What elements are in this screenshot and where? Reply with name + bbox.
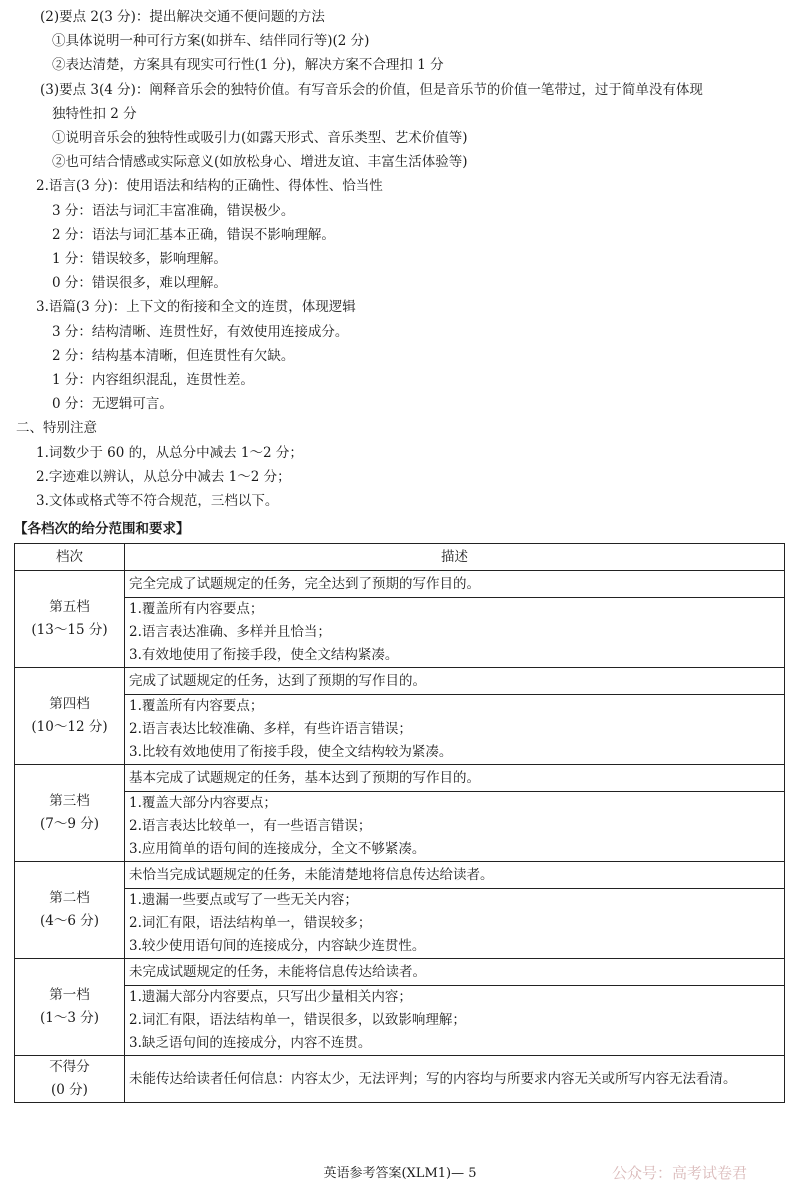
level-range: (1～3 分) (39, 1010, 99, 1026)
text-line: 1.词数少于 60 的，从总分中减去 1～2 分； (36, 444, 303, 461)
zero-description: 未能传达给读者任何信息：内容太少，无法评判；写的内容均与所要求内容无关或所写内容无法看清。 (125, 1056, 785, 1103)
level-name: 第五档 (49, 599, 90, 615)
level-point: 3.应用简单的语句间的连接成分，全文不够紧凑。 (129, 841, 426, 857)
level-summary: 完成了试题规定的任务，达到了预期的写作目的。 (125, 668, 785, 695)
level-name: 第三档 (49, 793, 90, 809)
table-row (15, 959, 785, 986)
level-summary: 未恰当完成试题规定的任务，未能清楚地将信息传达给读者。 (125, 862, 785, 889)
table-row (15, 668, 785, 695)
level-points (125, 695, 785, 765)
level-point: 2.语言表达准确、多样并且恰当； (129, 624, 331, 640)
level-range: (7～9 分) (39, 816, 99, 832)
text-line: 独特性扣 2 分 (52, 105, 137, 122)
level-range: (0 分) (51, 1082, 88, 1098)
table-row (15, 862, 785, 889)
table-row (15, 889, 785, 959)
table-header-row (15, 544, 785, 571)
text-line: 2 分：语法与词汇基本正确，错误不影响理解。 (52, 226, 335, 243)
level-summary: 基本完成了试题规定的任务，基本达到了预期的写作目的。 (125, 765, 785, 792)
table-title: 【各档次的给分范围和要求】 (14, 521, 190, 537)
level-point: 1.覆盖所有内容要点； (129, 601, 264, 617)
text-line: 2.语言(3 分)：使用语法和结构的正确性、得体性、恰当性 (36, 178, 383, 195)
level-point: 3.较少使用语句间的连接成分，内容缺少连贯性。 (129, 938, 426, 954)
level-points (125, 889, 785, 959)
level-points (125, 792, 785, 862)
text-line: 二、特别注意 (16, 420, 97, 437)
watermark: 公众号：高考试卷君 (612, 1164, 748, 1182)
level-name: 不得分 (49, 1059, 90, 1075)
text-line: ①说明音乐会的独特性或吸引力(如露天形式、音乐类型、艺术价值等) (52, 130, 468, 146)
level-points (125, 986, 785, 1056)
text-line: ②表达清楚，方案具有现实可行性(1 分)，解决方案不合理扣 1 分 (52, 57, 444, 74)
text-line: 0 分：错误很多，难以理解。 (52, 275, 227, 292)
level-point: 1.遗漏一些要点或写了一些无关内容； (129, 892, 358, 908)
text-line: 2 分：结构基本清晰，但连贯性有欠缺。 (52, 347, 295, 364)
text-line: (2)要点 2(3 分)：提出解决交通不便问题的方法 (40, 9, 325, 25)
level-cell (15, 765, 125, 862)
text-line: ②也可结合情感或实际意义(如放松身心、增进友谊、丰富生活体验等) (52, 154, 468, 171)
level-cell (15, 1056, 125, 1103)
level-point: 3.缺乏语句间的连接成分，内容不连贯。 (129, 1035, 372, 1051)
level-point: 2.词汇有限，语法结构单一，错误很多，以致影响理解； (129, 1012, 466, 1028)
level-point: 1.遗漏大部分内容要点，只写出少量相关内容； (129, 989, 412, 1005)
table-row (15, 695, 785, 765)
text-line: 1 分：内容组织混乱，连贯性差。 (52, 372, 254, 388)
level-range: (10～12 分) (31, 719, 108, 735)
text-line: 1 分：错误较多，影响理解。 (52, 251, 227, 267)
table-row (15, 986, 785, 1056)
text-line: 2.字迹难以辨认，从总分中减去 1～2 分； (36, 468, 291, 485)
level-point: 3.比较有效地使用了衔接手段，使全文结构较为紧凑。 (129, 744, 453, 760)
table-row (15, 765, 785, 792)
level-summary: 完全完成了试题规定的任务，完全达到了预期的写作目的。 (125, 571, 785, 598)
level-name: 第四档 (49, 696, 90, 712)
text-line: (3)要点 3(4 分)：阐释音乐会的独特价值。有写音乐会的价值，但是音乐节的价值一笔带过，过于简单没有体现 (40, 81, 703, 98)
level-cell (15, 571, 125, 668)
text-line: 3 分：语法与词汇丰富准确，错误极少。 (52, 202, 295, 219)
table-row-zero (15, 1056, 785, 1103)
grading-table (14, 543, 785, 1103)
level-summary: 未完成试题规定的任务，未能将信息传达给读者。 (125, 959, 785, 986)
text-line: 3.语篇(3 分)：上下文的衔接和全文的连贯，体现逻辑 (36, 299, 356, 316)
table-row (15, 792, 785, 862)
level-point: 2.词汇有限，语法结构单一，错误较多； (129, 915, 372, 931)
level-name: 第一档 (49, 987, 90, 1003)
level-points (125, 598, 785, 668)
level-point: 2.语言表达比较准确、多样，有些许语言错误； (129, 721, 412, 737)
page-footer: 英语参考答案(XLM1)— 5 (323, 1166, 477, 1181)
level-point: 2.语言表达比较单一，有一些语言错误； (129, 818, 372, 834)
level-cell (15, 668, 125, 765)
text-line: ①具体说明一种可行方案(如拼车、结伴同行等)(2 分) (52, 33, 370, 50)
level-point: 1.覆盖大部分内容要点； (129, 795, 277, 811)
text-line: 3 分：结构清晰、连贯性好，有效使用连接成分。 (52, 323, 349, 340)
level-name: 第二档 (49, 890, 90, 906)
level-range: (4～6 分) (39, 913, 99, 929)
level-cell (15, 862, 125, 959)
level-point: 3.有效地使用了衔接手段，使全文结构紧凑。 (129, 647, 399, 663)
text-line: 0 分：无逻辑可言。 (52, 396, 173, 413)
header-description: 描述 (125, 544, 785, 571)
table-row (15, 598, 785, 668)
table-row (15, 571, 785, 598)
level-cell (15, 959, 125, 1056)
header-level: 档次 (15, 544, 125, 571)
level-point: 1.覆盖所有内容要点； (129, 698, 264, 714)
level-range: (13～15 分) (31, 622, 108, 638)
text-line: 3.文体或格式等不符合规范，三档以下。 (36, 493, 279, 509)
